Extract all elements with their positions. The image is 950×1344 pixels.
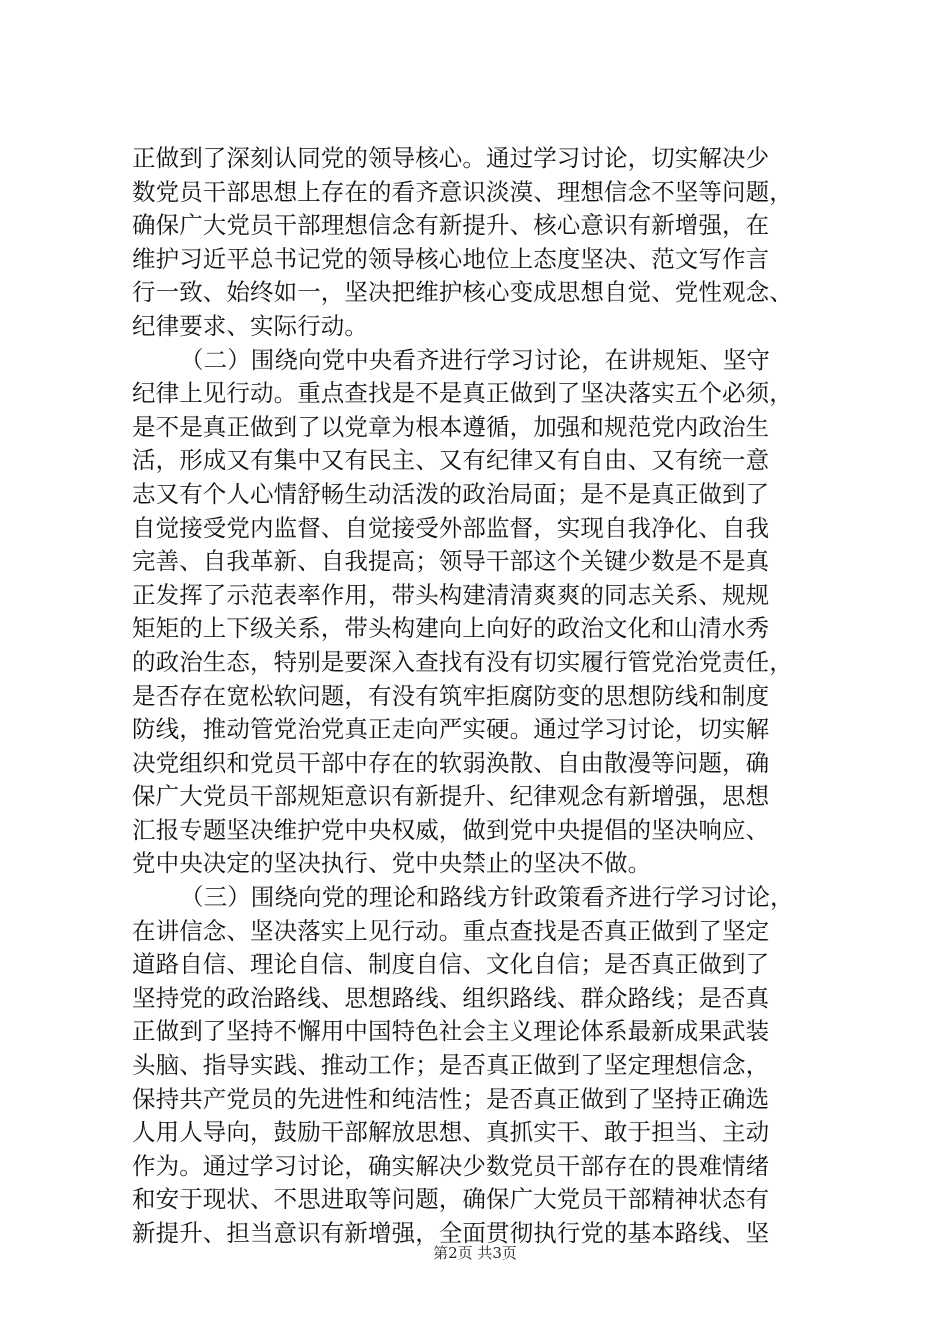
text-line: 汇报专题坚决维护党中央权威，做到党中央提倡的坚决响应、 — [132, 815, 770, 844]
text-line: 道路自信、理论自信、制度自信、文化自信；是否真正做到了 — [132, 950, 770, 979]
text-line: 行一致、始终如一，坚决把维护核心变成思想自觉、党性观念、 — [132, 278, 793, 307]
page-footer: 第2页 共3页 — [433, 1244, 517, 1262]
text-line: 矩矩的上下级关系，带头构建向上向好的政治文化和山清水秀 — [132, 614, 770, 643]
text-line: （三）围绕向党的理论和路线方针政策看齐进行学习讨论， — [180, 883, 794, 912]
text-line: 维护习近平总书记党的领导核心地位上态度坚决、范文写作言 — [132, 244, 770, 273]
text-line: 新提升、担当意识有新增强，全面贯彻执行党的基本路线、坚 — [132, 1219, 770, 1247]
text-line: 防线，推动管党治党真正走向严实硬。通过学习讨论，切实解 — [132, 715, 770, 744]
text-line: 纪律要求、实际行动。 — [132, 311, 368, 340]
text-line: 纪律上见行动。重点查找是不是真正做到了坚决落实五个必须， — [132, 379, 793, 408]
text-line: 决党组织和党员干部中存在的软弱涣散、自由散漫等问题，确 — [132, 748, 770, 777]
text-line: （二）围绕向党中央看齐进行学习讨论，在讲规矩、坚守 — [180, 345, 770, 374]
text-line: 头脑、指导实践、推动工作；是否真正做到了坚定理想信念， — [132, 1051, 770, 1080]
text-line: 志又有个人心情舒畅生动活泼的政治局面；是不是真正做到了 — [132, 479, 770, 508]
text-line: 的政治生态，特别是要深入查找有没有切实履行管党治党责任， — [132, 647, 793, 676]
text-line: 坚持党的政治路线、思想路线、组织路线、群众路线；是否真 — [132, 983, 770, 1012]
text-line: 正发挥了示范表率作用，带头构建清清爽爽的同志关系、规规 — [132, 580, 770, 609]
text-line: 党中央决定的坚决执行、党中央禁止的坚决不做。 — [132, 849, 652, 878]
text-line: 自觉接受党内监督、自觉接受外部监督，实现自我净化、自我 — [132, 513, 770, 542]
text-line: 正做到了坚持不懈用中国特色社会主义理论体系最新成果武装 — [132, 1017, 770, 1046]
text-line: 在讲信念、坚决落实上见行动。重点查找是否真正做到了坚定 — [132, 916, 770, 945]
text-line: 确保广大党员干部理想信念有新提升、核心意识有新增强，在 — [132, 211, 770, 240]
document-body — [132, 142, 832, 1251]
text-line: 保广大党员干部规矩意识有新提升、纪律观念有新增强，思想 — [132, 782, 770, 811]
text-line: 是否存在宽松软问题，有没有筑牢拒腐防变的思想防线和制度 — [132, 681, 770, 710]
text-line: 数党员干部思想上存在的看齐意识淡漠、理想信念不坚等问题， — [132, 177, 793, 206]
text-line: 完善、自我革新、自我提高；领导干部这个关键少数是不是真 — [132, 547, 770, 576]
text-line: 人用人导向，鼓励干部解放思想、真抓实干、敢于担当、主动 — [132, 1118, 770, 1147]
text-line: 正做到了深刻认同党的领导核心。通过学习讨论，切实解决少 — [132, 144, 770, 172]
text-line: 和安于现状、不思进取等问题，确保广大党员干部精神状态有 — [132, 1185, 770, 1214]
text-line: 活，形成又有集中又有民主、又有纪律又有自由、又有统一意 — [132, 446, 770, 475]
text-line: 保持共产党员的先进性和纯洁性；是否真正做到了坚持正确选 — [132, 1084, 770, 1113]
text-line: 是不是真正做到了以党章为根本遵循，加强和规范党内政治生 — [132, 412, 770, 441]
text-line: 作为。通过学习讨论，确实解决少数党员干部存在的畏难情绪 — [132, 1151, 770, 1180]
